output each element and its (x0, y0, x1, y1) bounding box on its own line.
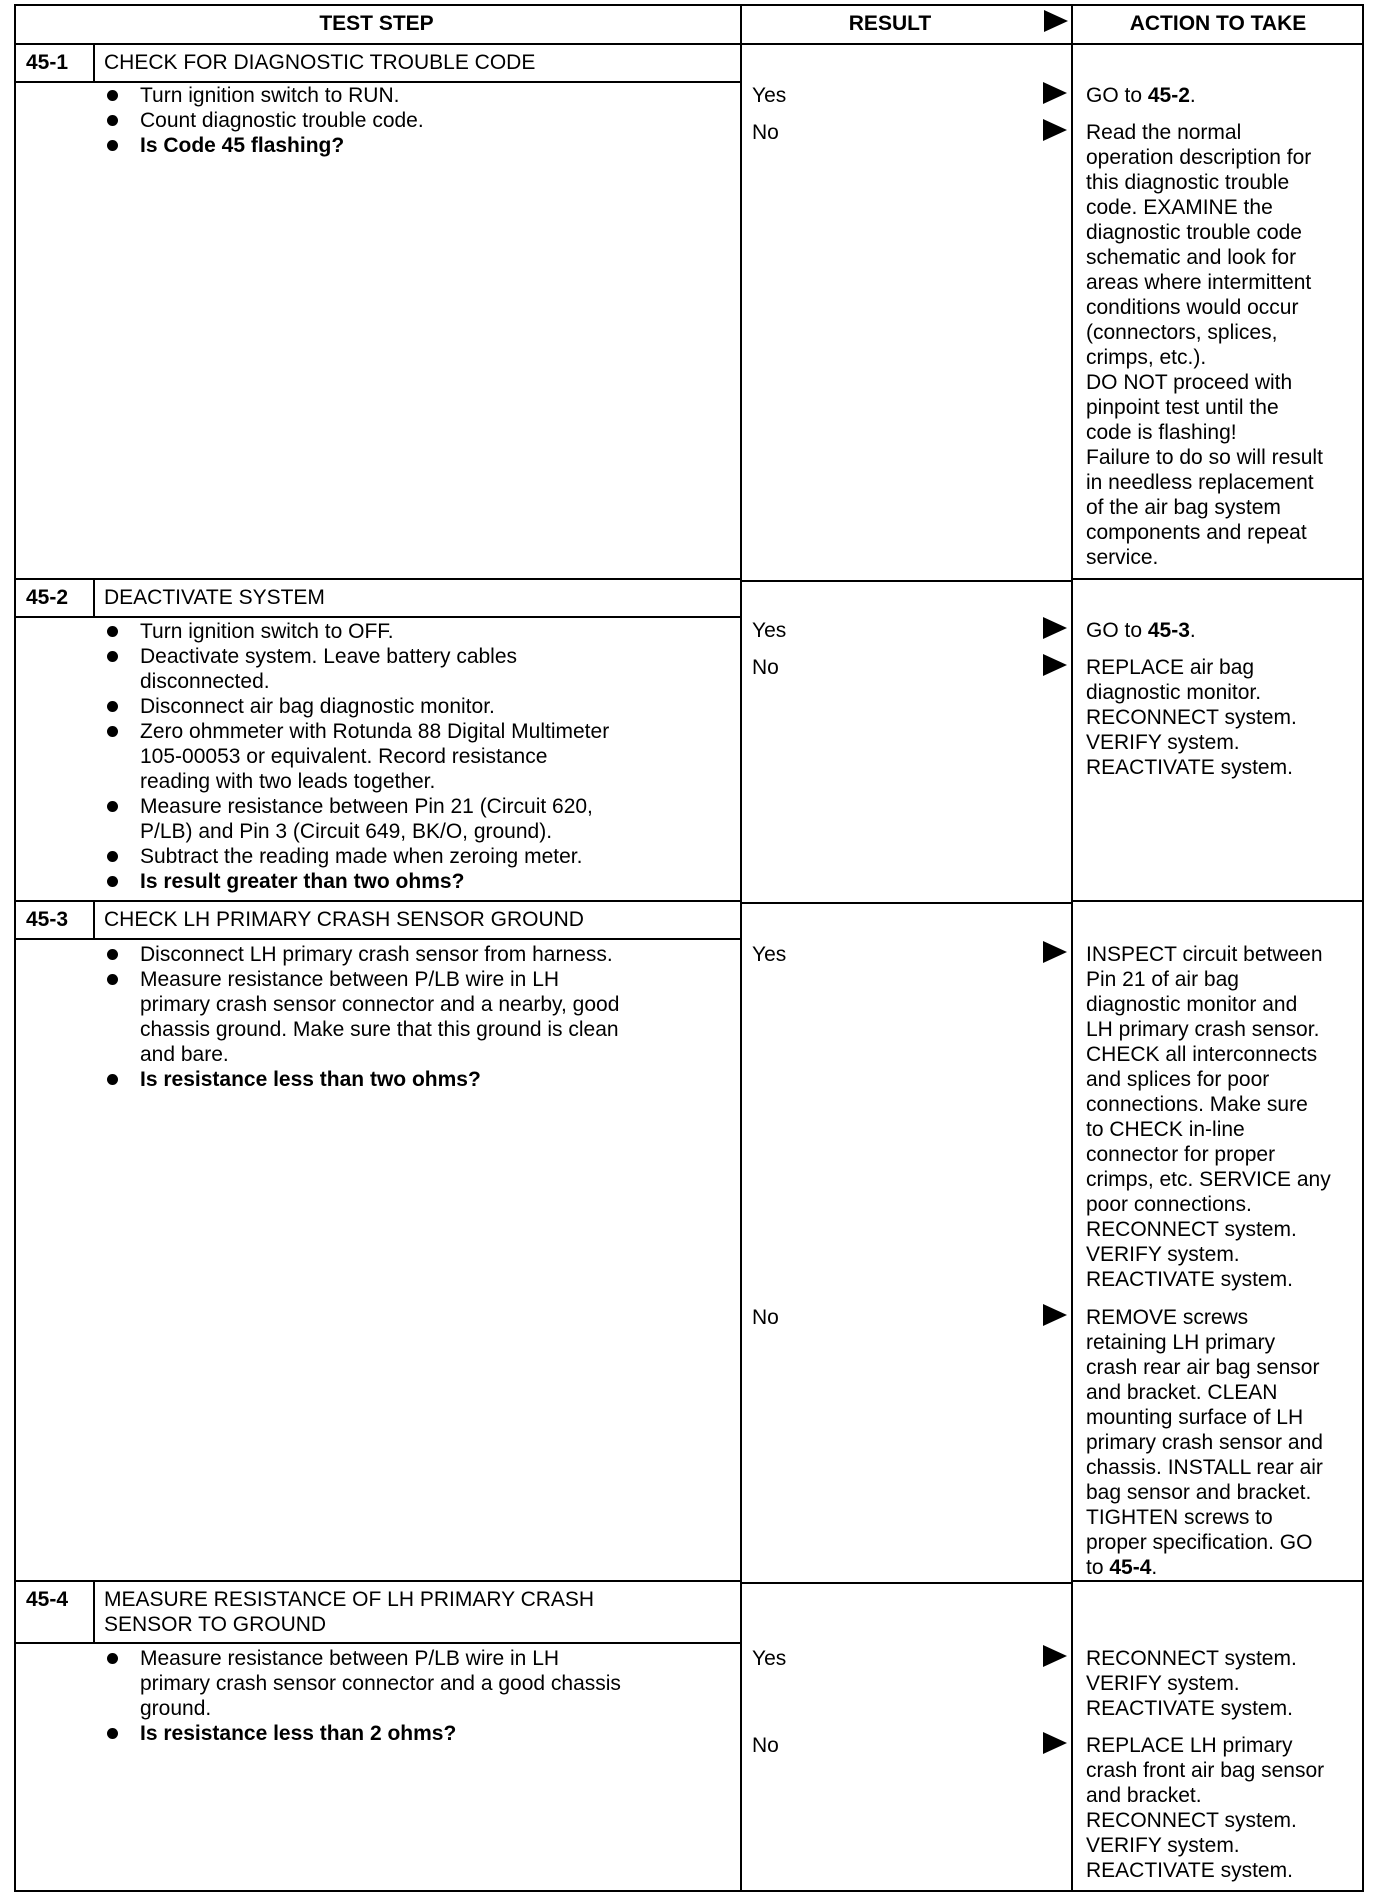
action-text: Pin 21 of air bag (1086, 968, 1239, 991)
action-text: and bracket. CLEAN (1086, 1381, 1278, 1404)
action-text: and splices for poor (1086, 1068, 1270, 1091)
result-label: Yes (752, 943, 787, 966)
id-divider (93, 900, 95, 938)
action-text: LH primary crash sensor. (1086, 1018, 1320, 1041)
action-text: (connectors, splices, (1086, 321, 1278, 344)
action-text: diagnostic monitor and (1086, 993, 1298, 1016)
action-text-part: GO to (1086, 619, 1148, 642)
test-instruction: Zero ohmmeter with Rotunda 88 Digital Multimeter (140, 720, 610, 743)
result-arrow-icon (1043, 119, 1067, 141)
id-divider (93, 43, 95, 81)
action-text: CHECK all interconnects (1086, 1043, 1318, 1066)
test-question: Is result greater than two ohms? (140, 870, 465, 893)
test-instruction: Measure resistance between P/LB wire in LH (140, 968, 560, 991)
bullet-icon (107, 851, 118, 862)
test-instruction: Deactivate system. Leave battery cables (140, 645, 518, 668)
test-instruction: 105-00053 or equivalent. Record resistance (140, 745, 548, 768)
test-instruction: Disconnect air bag diagnostic monitor. (140, 695, 495, 718)
action-text-part: to (1086, 1556, 1110, 1579)
action-text: to CHECK in-line (1086, 1118, 1245, 1141)
test-instruction: P/LB) and Pin 3 (Circuit 649, BK/O, ground). (140, 820, 553, 843)
action-text: VERIFY system. (1086, 731, 1240, 754)
action-text: RECONNECT system. (1086, 1809, 1297, 1832)
step-number: 45-3 (26, 908, 69, 931)
action-text: RECONNECT system. (1086, 706, 1297, 729)
step-title: CHECK LH PRIMARY CRASH SENSOR GROUND (104, 908, 584, 931)
frame-left (14, 4, 16, 1892)
bullet-icon (107, 90, 118, 101)
row-divider-action (1071, 578, 1362, 580)
test-instruction: chassis ground. Make sure that this ground is clean (140, 1018, 619, 1041)
test-instruction: primary crash sensor connector and a nearby, good (140, 993, 620, 1016)
step-title: CHECK FOR DIAGNOSTIC TROUBLE CODE (104, 51, 536, 74)
row-divider-step (14, 578, 740, 580)
action-goto (1086, 1555, 1157, 1580)
action-text: crash rear air bag sensor (1086, 1356, 1320, 1379)
action-goto (1086, 83, 1196, 108)
test-instruction: disconnected. (140, 670, 270, 693)
step-reference: 45-2 (1147, 84, 1190, 107)
test-instruction: Measure resistance between Pin 21 (Circuit 620, (140, 795, 593, 818)
id-divider (93, 1580, 95, 1642)
action-text: TIGHTEN screws to (1086, 1506, 1273, 1529)
title-underline (14, 616, 740, 618)
result-arrow-icon (1043, 1645, 1067, 1667)
action-text: in needless replacement (1086, 471, 1314, 494)
action-text: this diagnostic trouble (1086, 171, 1290, 194)
result-arrow-icon (1043, 1732, 1067, 1754)
action-text: crimps, etc. SERVICE any (1086, 1168, 1331, 1191)
test-instruction: Disconnect LH primary crash sensor from harness. (140, 943, 613, 966)
action-text: REACTIVATE system. (1086, 756, 1293, 779)
bullet-icon (107, 801, 118, 812)
action-text: connector for proper (1086, 1143, 1276, 1166)
action-text: REACTIVATE system. (1086, 1268, 1293, 1291)
action-text: chassis. INSTALL rear air (1086, 1456, 1323, 1479)
bullet-icon (107, 726, 118, 737)
result-label: No (752, 1306, 779, 1329)
result-label: Yes (752, 1647, 787, 1670)
action-text: RECONNECT system. (1086, 1218, 1297, 1241)
column-divider-result (740, 4, 742, 1890)
result-arrow-icon (1043, 617, 1067, 639)
result-arrow-icon (1043, 654, 1067, 676)
action-text: and bracket. (1086, 1784, 1202, 1807)
row-divider-result (740, 1582, 1071, 1584)
row-divider-action (1071, 1580, 1362, 1582)
result-arrow-icon (1043, 1304, 1067, 1326)
test-instruction: primary crash sensor connector and a good chassis (140, 1672, 621, 1695)
test-question: Is resistance less than two ohms? (140, 1068, 481, 1091)
step-title: DEACTIVATE SYSTEM (104, 586, 325, 609)
result-arrow-icon (1043, 82, 1067, 104)
action-text-part: GO to (1086, 84, 1148, 107)
step-title: SENSOR TO GROUND (104, 1613, 327, 1636)
action-text: service. (1086, 546, 1159, 569)
bullet-icon (107, 651, 118, 662)
bullet-icon (107, 1653, 118, 1664)
bullet-icon (107, 701, 118, 712)
bullet-icon (107, 1728, 118, 1739)
action-text: Read the normal (1086, 121, 1242, 144)
action-text: schematic and look for (1086, 246, 1297, 269)
step-reference: 45-4 (1109, 1556, 1152, 1579)
action-text: crimps, etc.). (1086, 346, 1207, 369)
action-text: RECONNECT system. (1086, 1647, 1297, 1670)
step-number: 45-4 (26, 1588, 69, 1611)
row-divider-step (14, 1580, 740, 1582)
header-arrow-icon (1044, 10, 1068, 32)
action-text: VERIFY system. (1086, 1672, 1240, 1695)
test-instruction: Count diagnostic trouble code. (140, 109, 424, 132)
result-label: No (752, 1734, 779, 1757)
result-label: Yes (752, 84, 787, 107)
test-instruction: Turn ignition switch to RUN. (140, 84, 400, 107)
action-text: diagnostic monitor. (1086, 681, 1262, 704)
test-question: Is resistance less than 2 ohms? (140, 1722, 457, 1745)
header-result: RESULT (848, 12, 932, 35)
action-text: conditions would occur (1086, 296, 1299, 319)
frame-top (14, 4, 1362, 6)
test-instruction: ground. (140, 1697, 212, 1720)
row-divider-result (740, 902, 1071, 904)
action-text: retaining LH primary (1086, 1331, 1276, 1354)
action-text: VERIFY system. (1086, 1243, 1240, 1266)
result-label: No (752, 121, 779, 144)
action-text: REACTIVATE system. (1086, 1859, 1293, 1882)
action-text: code. EXAMINE the (1086, 196, 1273, 219)
title-underline (14, 1642, 740, 1644)
action-text: proper specification. GO (1086, 1531, 1313, 1554)
test-instruction: Measure resistance between P/LB wire in LH (140, 1647, 560, 1670)
frame-bottom (14, 1890, 1362, 1892)
bullet-icon (107, 876, 118, 887)
action-text: poor connections. (1086, 1193, 1252, 1216)
action-text: areas where intermittent (1086, 271, 1312, 294)
row-divider-step (14, 900, 740, 902)
bullet-icon (107, 974, 118, 985)
test-question: Is Code 45 flashing? (140, 134, 345, 157)
action-text-part: . (1151, 1556, 1158, 1579)
action-text: diagnostic trouble code (1086, 221, 1302, 244)
test-instruction: and bare. (140, 1043, 229, 1066)
test-instruction: Subtract the reading made when zeroing meter. (140, 845, 583, 868)
result-label: Yes (752, 619, 787, 642)
step-number: 45-1 (26, 51, 69, 74)
action-text: INSPECT circuit between (1086, 943, 1323, 966)
test-instruction: reading with two leads together. (140, 770, 436, 793)
bullet-icon (107, 140, 118, 151)
action-text: mounting surface of LH (1086, 1406, 1304, 1429)
action-text: Failure to do so will result (1086, 446, 1323, 469)
action-text: components and repeat (1086, 521, 1307, 544)
bullet-icon (107, 115, 118, 126)
action-text: code is flashing! (1086, 421, 1237, 444)
action-text: connections. Make sure (1086, 1093, 1308, 1116)
action-text-part: . (1189, 84, 1196, 107)
bullet-icon (107, 1074, 118, 1085)
action-text: REMOVE screws (1086, 1306, 1249, 1329)
column-divider-action (1071, 4, 1073, 1890)
id-divider (93, 578, 95, 616)
action-text: operation description for (1086, 146, 1312, 169)
action-goto (1086, 618, 1196, 643)
action-text: REPLACE air bag (1086, 656, 1255, 679)
action-text: REACTIVATE system. (1086, 1697, 1293, 1720)
test-instruction: Turn ignition switch to OFF. (140, 620, 394, 643)
row-divider-result (740, 580, 1071, 582)
action-text: primary crash sensor and (1086, 1431, 1323, 1454)
action-text-part: . (1189, 619, 1196, 642)
step-number: 45-2 (26, 586, 69, 609)
result-label: No (752, 656, 779, 679)
step-title: MEASURE RESISTANCE OF LH PRIMARY CRASH (104, 1588, 595, 1611)
action-text: DO NOT proceed with (1086, 371, 1293, 394)
bullet-icon (107, 626, 118, 637)
result-arrow-icon (1043, 941, 1067, 963)
action-text: of the air bag system (1086, 496, 1281, 519)
header-divider (14, 43, 1362, 45)
header-test-step: TEST STEP (319, 12, 434, 35)
action-text: REPLACE LH primary (1086, 1734, 1293, 1757)
bullet-icon (107, 949, 118, 960)
action-text: bag sensor and bracket. (1086, 1481, 1312, 1504)
action-text: pinpoint test until the (1086, 396, 1279, 419)
action-text: crash front air bag sensor (1086, 1759, 1325, 1782)
row-divider-action (1071, 900, 1362, 902)
action-text: VERIFY system. (1086, 1834, 1240, 1857)
header-action: ACTION TO TAKE (1129, 12, 1307, 35)
title-underline (14, 938, 740, 940)
step-reference: 45-3 (1147, 619, 1190, 642)
frame-right (1362, 4, 1364, 1892)
